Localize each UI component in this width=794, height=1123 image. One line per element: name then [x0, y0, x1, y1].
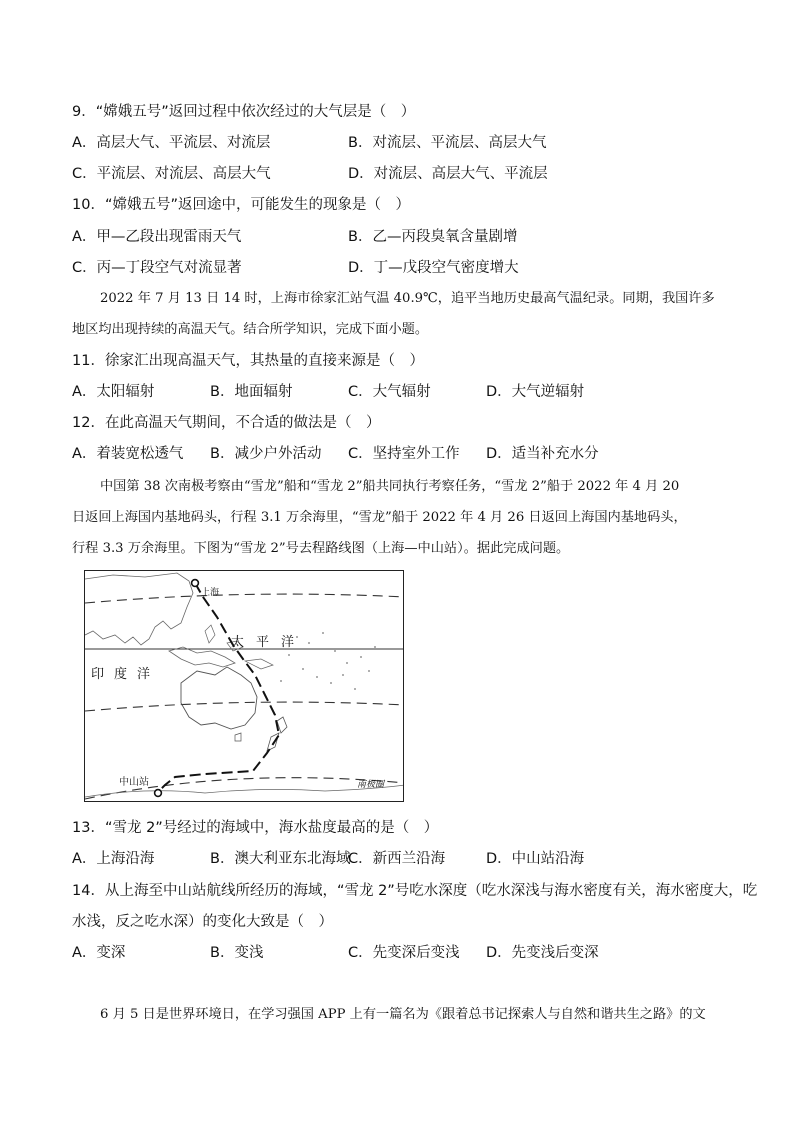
label-shanghai: 上海 [201, 588, 220, 598]
q9-options-row2 [72, 164, 548, 184]
q12-option-d: D．适当补充水分 [486, 446, 599, 462]
q13-option-b: B．澳大利亚东北海域 [210, 851, 351, 867]
q12-stem: 12．在此高温天气期间，不合适的做法是（ ） [72, 415, 381, 431]
q11-option-d: D．大气逆辐射 [486, 384, 585, 400]
q12-option-c: C．坚持室外工作 [348, 446, 460, 462]
q10-option-a: A．甲—乙段出现雷雨天气 [72, 229, 242, 245]
q10-options-row2 [72, 258, 519, 278]
passage2-line1: 中国第 38 次南极考察由“雪龙”船和“雪龙 2”船共同执行考察任务，“雪龙 2”船于 2022 年 4 月 20 [100, 479, 680, 494]
q11-option-a: A．太阳辐射 [72, 384, 155, 400]
q13-options [72, 849, 584, 869]
passage1-line1: 2022 年 7 月 13 日 14 时，上海市徐家汇站气温 40.9℃，追平当地历史最高气温纪录。同期，我国许多 [100, 291, 715, 306]
q9-option-c: C．平流层、对流层、高层大气 [72, 166, 271, 182]
q10-option-c: C．丙—丁段空气对流显著 [72, 260, 242, 276]
southeast-asia-islands [169, 647, 235, 667]
q13-option-d: D．中山站沿海 [486, 851, 585, 867]
q14-options [72, 943, 599, 963]
q14-option-b: B．变浅 [210, 945, 264, 961]
q12-options [72, 444, 599, 464]
q10-option-d: D．丁—戊段空气密度增大 [348, 260, 519, 276]
q9-option-d: D．对流层、高层大气、平流层 [348, 166, 548, 182]
q12-option-a: A．着装宽松透气 [72, 446, 184, 462]
passage2-line3: 行程 3.3 万余海里。下图为“雪龙 2”号去程路线图（上海—中山站）。据此完成问题。 [72, 541, 570, 556]
q11-option-b: B．地面辐射 [210, 384, 293, 400]
q9-options-row1 [72, 133, 546, 153]
q14-option-a: A．变深 [72, 945, 126, 961]
ship-route [157, 583, 279, 793]
q11-stem: 11．徐家汇出现高温天气，其热量的直接来源是（ ） [72, 353, 424, 369]
q9-option-b: B．对流层、平流层、高层大气 [348, 135, 547, 151]
q10-options-row1 [72, 227, 517, 247]
label-zhongshan: 中山站 [119, 777, 149, 788]
q10-stem: 10．“嫦娥五号”返回途中，可能发生的现象是（ ） [72, 197, 410, 213]
route-map [84, 570, 404, 802]
tropic-of-capricorn-line [85, 702, 404, 711]
q10-option-b: B．乙—丙段臭氧含量剧增 [348, 229, 518, 245]
q9-stem: 9．“嫦娥五号”返回过程中依次经过的大气层是（ ） [72, 104, 416, 120]
q13-option-a: A．上海沿海 [72, 851, 155, 867]
q13-option-c: C．新西兰沿海 [348, 851, 446, 867]
australia-coastline [181, 667, 257, 729]
label-indian: 印度洋 [91, 667, 161, 682]
route-map-drawing [85, 571, 404, 802]
label-antarctic-circle: 南极圈 [357, 780, 385, 790]
q14-stem-line2: 水浅，反之吃水深）的变化大致是（ ） [72, 914, 333, 930]
passage2-line2: 日返回上海国内基地码头，行程 3.1 万余海里，“雪龙”船于 2022 年 4 月 26 日返回上海国内基地码头， [72, 510, 687, 525]
q9-option-a: A．高层大气、平流层、对流层 [72, 135, 271, 151]
passage3-line1: 6 月 5 日是世界环境日，在学习强国 APP 上有一篇名为《跟着总书记探索人与自然和谐共生之路》的文 [100, 1007, 706, 1022]
q13-stem: 13．“雪龙 2”号经过的海域中，海水盐度最高的是（ ） [72, 820, 439, 836]
passage1-line2: 地区均出现持续的高温天气。结合所学知识，完成下面小题。 [72, 322, 429, 337]
asia-coastline [85, 573, 193, 645]
zhongshan-marker [155, 790, 162, 797]
q14-stem-line1: 14．从上海至中山站航线所经历的海域，“雪龙 2”号吃水深度（吃水深浅与海水密度有关，海水密度大，吃 [72, 883, 758, 899]
shanghai-marker [192, 580, 199, 587]
q11-option-c: C．大气辐射 [348, 384, 431, 400]
q11-options [72, 382, 584, 402]
q14-option-c: C．先变深后变浅 [348, 945, 460, 961]
q14-option-d: D．先变浅后变深 [486, 945, 599, 961]
label-pacific: 太平洋 [231, 635, 307, 650]
q12-option-b: B．减少户外活动 [210, 446, 322, 462]
tropic-of-cancer-line [85, 594, 404, 603]
